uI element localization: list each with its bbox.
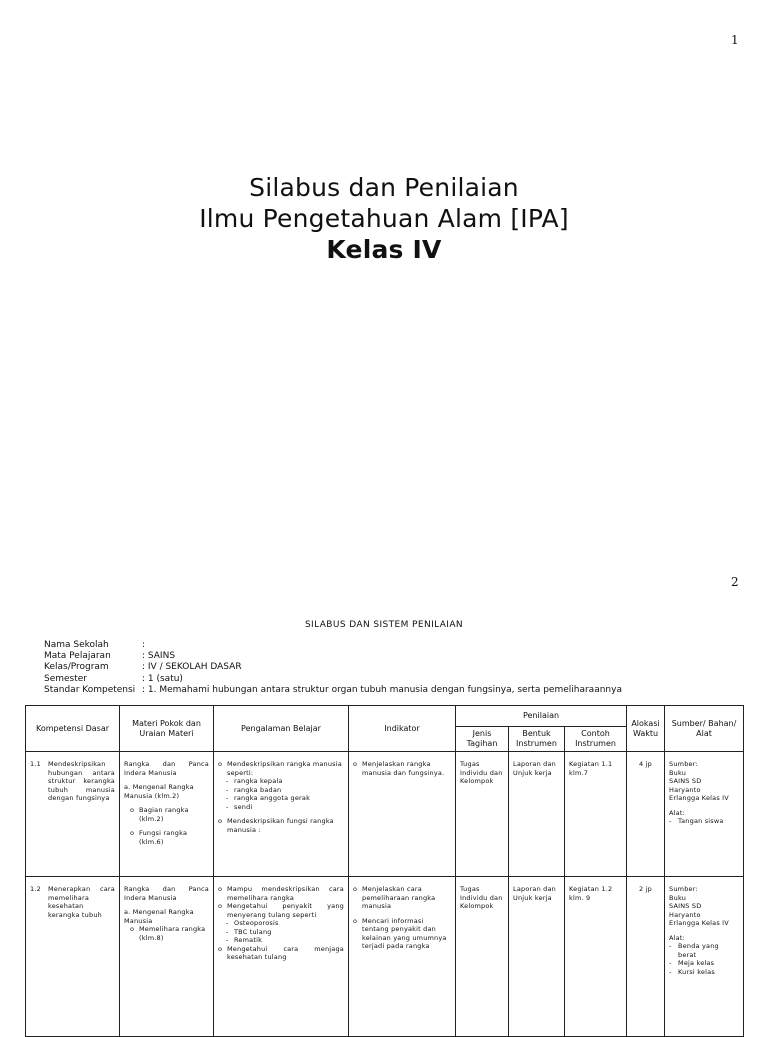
peng-text: Mengetahui penyakit yang menyerang tulang seperti [227, 902, 344, 919]
header-row-1 [26, 706, 744, 727]
header-alokasi: Alokasi Waktu [627, 706, 665, 752]
alat-item: Kursi kelas [678, 967, 715, 976]
page-number-1: 1 [731, 33, 739, 47]
materi-sub: Fungsi rangka (klm.6) [139, 829, 188, 846]
cell-kompetensi [26, 752, 120, 877]
header-indikator: Indikator [349, 706, 456, 752]
syllabus-heading: SILABUS DAN SISTEM PENILAIAN [304, 620, 464, 630]
info-row-class [44, 662, 622, 673]
info-row-school [44, 640, 622, 651]
header-materi: Materi Pokok dan Uraian Materi [120, 706, 214, 752]
peng-sub: rangka anggota gerak [234, 794, 311, 802]
peng-sub: TBC tulang [234, 927, 272, 936]
cell-sumber [665, 752, 744, 877]
header-penilaian: Penilaian [456, 706, 627, 727]
info-label: Standar Kompetensi [44, 684, 136, 695]
cell-jenis: Tugas Individu dan Kelompok [456, 877, 509, 1037]
list-item: - Meja kelas [669, 959, 739, 968]
info-value: : 1 (satu) [142, 673, 183, 684]
list-item: - Benda yang berat [669, 942, 739, 959]
alat-head: Alat: [669, 933, 685, 942]
peng-sub: Rematik [234, 936, 263, 944]
list-item: o Mendeskripsikan rangka manusia seperti: [218, 760, 344, 777]
alat-head: Alat: [669, 808, 685, 817]
sumber-line: SAINS SD [669, 777, 702, 785]
materi-a: a. Mengenal Rangka Manusia (klm.2) [124, 783, 194, 800]
list-item: o Mengetahui cara menjaga kesehatan tulang [218, 944, 344, 961]
peng-text: Mendeskripsikan fungsi rangka manusia : [227, 817, 334, 834]
alat-item: Tangan siswa [678, 817, 724, 825]
info-value: : IV / SEKOLAH DASAR [142, 662, 242, 673]
title-line-3: Kelas IV [326, 235, 442, 264]
list-item: - rangka anggota gerak [226, 794, 311, 802]
list-item: o Fungsi rangka (klm.6) [124, 829, 209, 846]
peng-text: Mendeskripsikan rangka manusia seperti: [227, 760, 342, 777]
list-item: - Rematik [226, 936, 263, 944]
list-item: - Osteoporosis [226, 919, 279, 927]
cell-alokasi: 4 jp [627, 752, 665, 877]
info-value: : [142, 640, 146, 650]
list-item: - rangka kepala [226, 777, 283, 785]
list-item: o Bagian rangka (klm.2) [124, 806, 209, 823]
peng-sub: rangka kepala [234, 777, 283, 785]
materi-a: a. Mengenal Rangka Manusia [124, 908, 194, 925]
cell-indikator [349, 877, 456, 1037]
info-row-standard [44, 685, 622, 696]
sumber-line: Erlangga Kelas IV [669, 919, 729, 927]
indikator-text: Menjelaskan cara pemeliharaan rangka manusia [362, 885, 436, 910]
list-item: - rangka badan [226, 785, 282, 794]
sumber-line: Buku [669, 893, 687, 902]
cell-kompetensi [26, 877, 120, 1037]
sumber-line: Buku [669, 768, 687, 777]
header-jenis: Jenis Tagihan [456, 727, 509, 752]
list-item: o Memelihara rangka (klm.8) [124, 925, 209, 942]
document-title [0, 172, 768, 265]
info-value: : SAINS [142, 651, 176, 662]
cell-materi [120, 752, 214, 877]
cell-pengalaman [214, 877, 349, 1037]
list-item: - Tangan siswa [669, 817, 739, 826]
header-contoh: Contoh Instrumen [565, 727, 627, 752]
header-kompetensi: Kompetensi Dasar [26, 706, 120, 752]
materi-sub: Memelihara rangka (klm.8) [139, 925, 206, 942]
page-number-2: 2 [731, 575, 739, 589]
kd-text: Menerapkan cara memelihara kesehatan kerangka tubuh [48, 885, 115, 919]
kd-text: Mendeskripsikan hubungan antara struktur kerangka tubuh manusia dengan fungsinya [48, 760, 115, 802]
peng-sub: sendi [234, 802, 253, 811]
cell-sumber [665, 877, 744, 1037]
list-item: o Mendeskripsikan fungsi rangka manusia : [218, 817, 344, 834]
info-label: Nama Sekolah [44, 640, 109, 650]
list-item: - TBC tulang [226, 927, 272, 936]
list-item: o Menjelaskan cara pemeliharaan rangka manusia [353, 885, 451, 911]
peng-sub: rangka badan [234, 785, 282, 794]
sumber-line: Haryanto [669, 910, 701, 919]
header-bentuk: Bentuk Instrumen [509, 727, 565, 752]
cell-contoh: Kegiatan 1.2 klm. 9 [565, 877, 627, 1037]
indikator-text: Menjelaskan rangka manusia dan fungsinya. [362, 760, 445, 777]
info-block [44, 640, 622, 696]
materi-sub: Bagian rangka (klm.2) [139, 806, 189, 823]
cell-bentuk: Laporan dan Unjuk kerja [509, 877, 565, 1037]
sumber-head: Sumber: [669, 885, 698, 893]
table-row [26, 877, 744, 1037]
sumber-line: Haryanto [669, 785, 701, 794]
cell-jenis: Tugas Individu dan Kelompok [456, 752, 509, 877]
sumber-line: Erlangga Kelas IV [669, 794, 729, 802]
peng-text: Mengetahui cara menjaga kesehatan tulang [227, 944, 344, 961]
indikator-text: Mencari informasi tentang penyakit dan kelainan yang umumnya terjadi pada rangka [362, 916, 447, 950]
table-row [26, 752, 744, 877]
info-label: Mata Pelajaran [44, 651, 111, 662]
peng-sub: Osteoporosis [234, 919, 279, 927]
kd-number: 1.1 [30, 760, 41, 768]
cell-indikator [349, 752, 456, 877]
materi-head: Rangka dan Panca Indera Manusia [124, 760, 209, 777]
sumber-line: SAINS SD [669, 902, 702, 910]
info-label: Kelas/Program [44, 662, 109, 673]
kd-number: 1.2 [30, 885, 41, 893]
header-pengalaman: Pengalaman Belajar [214, 706, 349, 752]
cell-bentuk: Laporan dan Unjuk kerja [509, 752, 565, 877]
list-item: - Kursi kelas [669, 968, 739, 977]
list-item: o Mampu mendeskripsikan cara memelihara rangka [218, 885, 344, 902]
cell-contoh: Kegiatan 1.1 klm.7 [565, 752, 627, 877]
title-line-2: Ilmu Pengetahuan Alam [IPA] [199, 204, 569, 233]
header-sumber: Sumber/ Bahan/ Alat [665, 706, 744, 752]
sumber-head: Sumber: [669, 760, 698, 768]
list-item: o Mengetahui penyakit yang menyerang tulang seperti [218, 902, 344, 919]
peng-text: Mampu mendeskripsikan cara memelihara rangka [227, 885, 344, 902]
info-label: Semester [44, 673, 88, 684]
materi-head: Rangka dan Panca Indera Manusia [124, 885, 209, 902]
list-item: o Menjelaskan rangka manusia dan fungsinya. [353, 760, 451, 777]
cell-materi [120, 877, 214, 1037]
info-value: : 1. Memahami hubungan antara struktur organ tubuh manusia dengan fungsinya, serta pemeliharaannya [142, 684, 622, 695]
cell-alokasi: 2 jp [627, 877, 665, 1037]
info-row-semester [44, 674, 622, 685]
title-line-1: Silabus dan Penilaian [249, 173, 519, 202]
list-item: - sendi [226, 802, 253, 811]
cell-pengalaman [214, 752, 349, 877]
alat-item: Benda yang berat [678, 942, 719, 959]
alat-item: Meja kelas [678, 959, 715, 967]
syllabus-table [25, 705, 744, 1037]
list-item: o Mencari informasi tentang penyakit dan kelainan yang umumnya terjadi pada rangka [353, 917, 451, 951]
info-row-subject [44, 651, 622, 662]
